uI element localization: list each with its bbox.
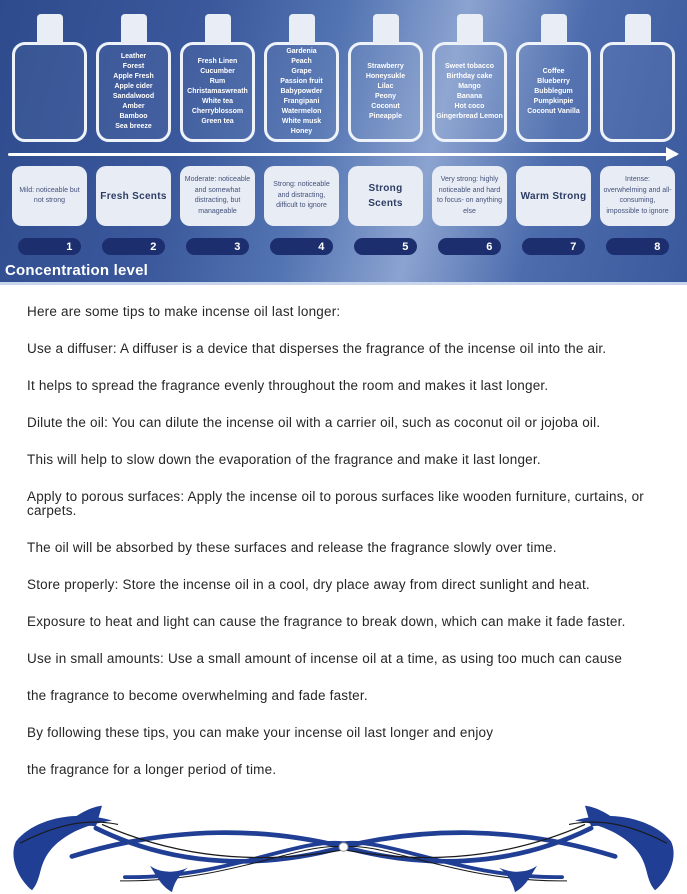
scent-list	[519, 67, 588, 117]
tip-line: It helps to spread the fragrance evenly throughout the room and makes it last longer.	[27, 378, 549, 393]
scent-item: Cherryblossom	[191, 108, 244, 115]
scent-bottle	[516, 14, 591, 142]
intensity-box	[264, 166, 339, 226]
scent-item: Sandalwood	[112, 93, 155, 100]
tip-line: By following these tips, you can make your incense oil last longer and enjoy	[27, 725, 494, 740]
scent-concentration-banner	[0, 0, 687, 285]
level-pill	[354, 238, 418, 255]
intensity-box	[432, 166, 507, 226]
scent-item: Bubblegum	[534, 88, 573, 95]
scent-list	[99, 52, 168, 132]
intensity-box-label: Mild: noticeable but not strong	[19, 186, 80, 204]
level-pill	[522, 238, 586, 255]
tip-line: Use in small amounts: Use a small amount of incense oil at a time, as using too much can cause	[27, 651, 623, 666]
bottle-body	[432, 42, 507, 142]
scent-list	[267, 47, 336, 137]
scent-item: Sea breeze	[115, 123, 152, 130]
tribal-flourish-graphic	[0, 800, 687, 894]
scent-list	[351, 62, 420, 122]
scent-item: Apple cider	[114, 83, 153, 90]
level-number: 4	[318, 240, 325, 253]
level-pill	[438, 238, 502, 255]
scent-bottle	[180, 14, 255, 142]
level-number: 3	[234, 240, 241, 253]
bottle-cap	[625, 14, 651, 44]
scent-bottle	[600, 14, 675, 142]
scent-item: Bamboo	[119, 113, 148, 120]
scent-item: Birthday cake	[446, 73, 493, 80]
scent-item: Coconut	[371, 103, 400, 110]
intensity-box-label: Intense: overwhelming and all-consuming, impossible to ignore	[603, 176, 672, 215]
scent-item: Mango	[458, 83, 481, 90]
intensity-box-label: Very strong: highly noticeable and hard to focus- on anything else	[437, 176, 502, 215]
scent-item: Peony	[374, 93, 396, 100]
scent-item: Rum	[209, 78, 226, 85]
scent-item: Passion fruit	[280, 78, 323, 85]
scent-item: Grape	[291, 68, 312, 75]
bottle-body	[348, 42, 423, 142]
bottle-body	[12, 42, 87, 142]
level-pill	[186, 238, 250, 255]
scent-bottle	[264, 14, 339, 142]
level-pill	[102, 238, 166, 255]
tip-line: Here are some tips to make incense oil last longer:	[27, 304, 341, 319]
tip-line: This will help to slow down the evaporation of the fragrance and make it last longer.	[27, 452, 541, 467]
scent-list	[435, 62, 504, 122]
scent-list	[183, 57, 252, 127]
bottle-cap	[121, 14, 147, 44]
bottles-row	[0, 14, 687, 142]
level-number: 5	[402, 240, 409, 253]
scent-item: Sweet tobacco	[444, 63, 494, 70]
intensity-axis-arrow	[8, 153, 677, 156]
scent-item: Gardenia	[286, 48, 317, 55]
level-number: 6	[486, 240, 493, 253]
concentration-levels-row	[0, 238, 687, 255]
scent-bottle	[12, 14, 87, 142]
tip-line: Apply to porous surfaces: Apply the incense oil to porous surfaces like wooden furniture, curtains, or carpets.	[27, 489, 644, 518]
intensity-box	[516, 166, 591, 226]
bottle-body	[264, 42, 339, 142]
scent-item: Peach	[291, 58, 312, 65]
scent-item: Coconut Vanilla	[527, 108, 580, 115]
bottle-cap	[289, 14, 315, 44]
scent-item: Coffee	[542, 68, 565, 75]
scent-item: Christamaswreath	[187, 88, 248, 95]
tip-line: Use a diffuser: A diffuser is a device that disperses the fragrance of the incense oil into the air.	[27, 341, 607, 356]
bottle-body	[600, 42, 675, 142]
bottle-cap	[37, 14, 63, 44]
bottle-body	[180, 42, 255, 142]
level-number: 1	[66, 240, 73, 253]
concentration-level-label: Concentration level	[5, 262, 148, 279]
scent-item: Frangipani	[283, 98, 320, 105]
scent-item: Pumpkinpie	[533, 98, 574, 105]
scent-item: Hot coco	[454, 103, 485, 110]
tip-line: The oil will be absorbed by these surfaces and release the fragrance slowly over time.	[27, 540, 557, 555]
scent-bottle	[96, 14, 171, 142]
scent-item: Pineapple	[368, 113, 403, 120]
scent-item: Strawberry	[367, 63, 404, 70]
level-pill	[606, 238, 670, 255]
scent-item: Leather	[120, 53, 147, 60]
scent-item: Amber	[122, 103, 145, 110]
right-arrow-icon	[666, 147, 679, 161]
scent-item: Apple Fresh	[113, 73, 154, 80]
intensity-scale-row	[0, 166, 687, 226]
scent-item: White musk	[281, 118, 322, 125]
scent-item: Gingerbread Lemon	[436, 113, 503, 120]
flourish-center-dot	[339, 843, 348, 851]
scent-item: Lilac	[377, 83, 394, 90]
scent-item: Blueberry	[537, 78, 570, 85]
bottle-cap	[457, 14, 483, 44]
intensity-box-label: Strong Scents	[368, 183, 403, 209]
tips-section	[0, 285, 687, 777]
scent-item: Honeysukle	[365, 73, 406, 80]
level-number: 8	[654, 240, 661, 253]
intensity-box-label: Fresh Scents	[100, 190, 167, 202]
intensity-box	[180, 166, 255, 226]
scent-item: White tea	[201, 98, 234, 105]
bottle-cap	[373, 14, 399, 44]
level-pill	[270, 238, 334, 255]
tip-line: Dilute the oil: You can dilute the incense oil with a carrier oil, such as coconut oil or jojoba oil.	[27, 415, 601, 430]
intensity-box-label: Strong: noticeable and distracting, difficult to ignore	[273, 181, 330, 210]
bottle-body	[516, 42, 591, 142]
scent-item: Fresh Linen	[197, 58, 238, 65]
scent-item: Honey	[290, 128, 313, 135]
level-number: 7	[570, 240, 577, 253]
scent-item: Forest	[122, 63, 145, 70]
scent-item: Watermelon	[281, 108, 322, 115]
bottle-cap	[541, 14, 567, 44]
level-pill	[18, 238, 82, 255]
tip-line: the fragrance for a longer period of time.	[27, 762, 277, 777]
intensity-box	[348, 166, 423, 226]
tip-line: Exposure to heat and light can cause the fragrance to break down, which can make it fade faster.	[27, 614, 626, 629]
intensity-box	[96, 166, 171, 226]
intensity-box	[12, 166, 87, 226]
scent-item: Babypowder	[280, 88, 323, 95]
scent-item: Banana	[456, 93, 483, 100]
bottle-cap	[205, 14, 231, 44]
bottle-body	[96, 42, 171, 142]
scent-item: Cucumber	[200, 68, 235, 75]
tip-line: Store properly: Store the incense oil in a cool, dry place away from direct sunlight and heat.	[27, 577, 590, 592]
scent-bottle	[432, 14, 507, 142]
intensity-box-label: Moderate: noticeable and somewhat distracting, but manageable	[184, 176, 251, 215]
scent-bottle	[348, 14, 423, 142]
tip-line: the fragrance to become overwhelming and fade faster.	[27, 688, 368, 703]
level-number: 2	[150, 240, 157, 253]
intensity-box	[600, 166, 675, 226]
intensity-box-label: Warm Strong	[520, 190, 587, 202]
scent-item: Green tea	[201, 118, 234, 125]
